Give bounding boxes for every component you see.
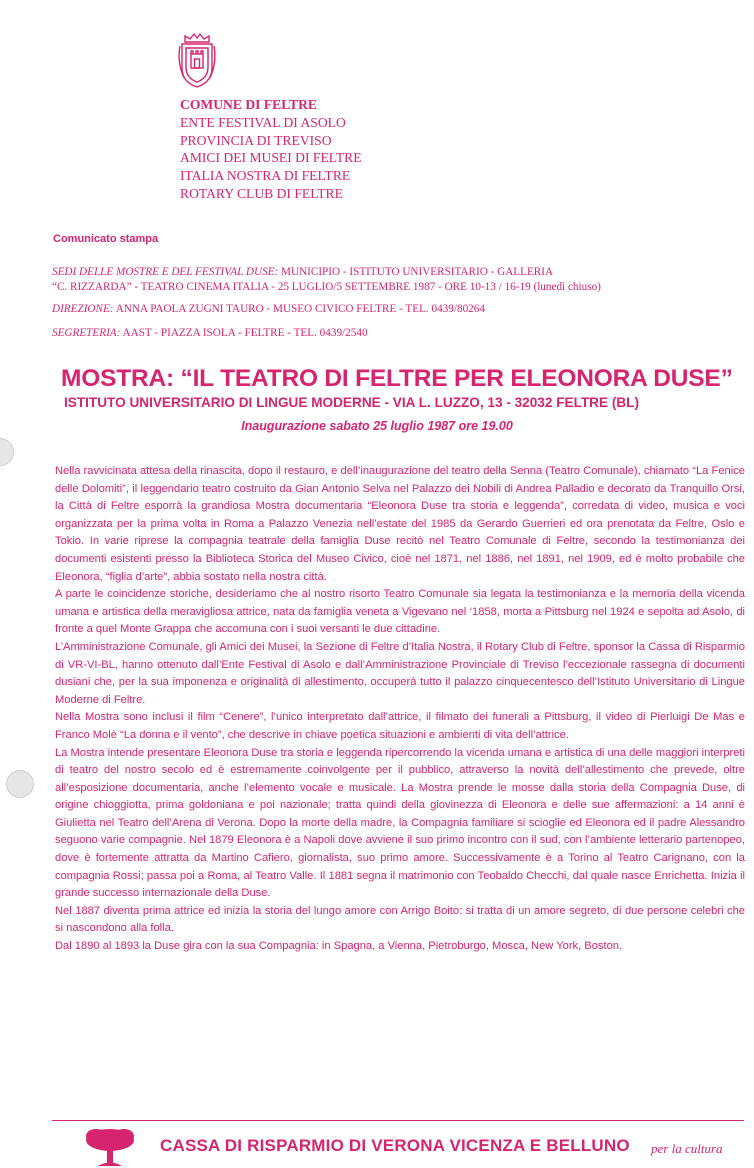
org-rotary: ROTARY CLUB DI FELTRE — [180, 185, 343, 201]
coat-of-arms-icon — [176, 32, 218, 90]
body-paragraph: La Mostra intende presentare Eleonora Duse tra storia e leggenda ripercorrendo la vicenda umana e artistica di una delle maggiori interpreti di teatro del nostro secolo ed è estremamente coinvolgente per il pubblico, attraverso la novità dell’allestimento che prevede, oltre all’esposizione documentaria, anche l’elemento vocale e musicale. La Mostra prende le mosse dalla storia della Compagnia Duse, di origine chioggiotta, prima goldoniana e poi nazionale; tratta quindi della giovinezza di Eleonora e delle sue affermazioni: a 14 anni è Giulietta nel Teatro dell’Arena di Verona. Dopo la morte della madre, la Compagnia familiare si scioglie ed Eleonora ed il padre Alessandro seguono varie compagnie. Nel 1879 Eleonora è a Napoli dove avviene il suo primo incontro con il sud, con l’ambiente letterario partenopeo, dove è fortemente attratta da Martino Cafiero, giornalista, suo primo amore. Successivamente è a Torino al Teatro Carignano, con la compagnia Rossi; passa poi a Roma, al Teatro Valle. Il 1881 segna il matrimonio con Teobaldo Checchi, dal quale nasce Enrichetta. Inizia il grande successo internazionale della Duse. — [55, 746, 745, 900]
organizations-list — [180, 96, 362, 203]
footer-divider — [52, 1120, 744, 1121]
body-paragraph: Nella ravvicinata attesa della rinascita, dopo il restauro, e dell’inaugurazione del teatro della Senna (Teatro Comunale), chiamato “La Fenice delle Dolomiti”, il leggendario teatro costruito da Gian Antonio Selva nel Palazzo dei Nobili di Andrea Palladio e decorato da Tranquillo Orsi, la Città di Feltre esporrà la grandiosa Mostra documentaria “Eleonora Duse tra storia e leggenda”, corredata di video, musica e voci organizzata per la prima volta in Roma a Palazzo Venezia nell’estate del 1985 da Gerardo Guerrieri ed ora prenotata da Feltre, Oslo e Tokio. In varie riprese la compagnia teatrale della famiglia Duse recitò nel Teatro Comunale di Feltre, secondo la testimonianza dei documenti esistenti presso la Biblioteca Storica del Museo Civico, cioè nel 1871, nel 1886, nel 1891, nel 1909, ed è molto probabile che Eleonora, “figlia d’arte”, abbia sostato nella nostra città. — [55, 465, 745, 583]
body-paragraph: Dal 1890 al 1893 la Duse gira con la sua Compagnia: in Spagna, a Vienna, Pietroburgo, Mosca, New York, Boston. — [55, 940, 623, 953]
org-festival: ENTE FESTIVAL DI ASOLO — [180, 114, 346, 130]
org-provincia: PROVINCIA DI TREVISO — [180, 132, 332, 148]
exhibition-headline: MOSTRA: “IL TEATRO DI FELTRE PER ELEONORA DUSE” — [61, 365, 733, 392]
sedi-label: SEDI DELLE MOSTRE E DEL FESTIVAL DUSE: — [52, 266, 279, 278]
direzione-label: DIREZIONE: — [52, 303, 114, 315]
direzione-text: ANNA PAOLA ZUGNI TAURO - MUSEO CIVICO FELTRE - TEL. 0439/80264 — [115, 303, 485, 315]
segreteria-text: AAST - PIAZZA ISOLA - FELTRE - TEL. 0439/2540 — [122, 327, 368, 339]
sedi-line-2: “C. RIZZARDA” - TEATRO CINEMA ITALIA - 25 LUGLIO/5 SETTEMBRE 1987 - ORE 10-13 / 16-19 (lunedì chiuso) — [52, 281, 601, 293]
punch-hole — [0, 438, 14, 466]
org-amici-musei: AMICI DEI MUSEI DI FELTRE — [180, 150, 362, 166]
footer-tagline: per la cultura — [651, 1141, 723, 1156]
bank-name: CASSA DI RISPARMIO DI VERONA VICENZA E BELLUNO — [160, 1136, 630, 1155]
inauguration-date: Inaugurazione sabato 25 luglio 1987 ore 19.00 — [241, 419, 513, 433]
punch-hole — [6, 770, 34, 798]
exhibition-address: ISTITUTO UNIVERSITARIO DI LINGUE MODERNE - VIA L. LUZZO, 13 - 32032 FELTRE (BL) — [64, 395, 640, 410]
sedi-text-1: MUNICIPIO - ISTITUTO UNIVERSITARIO - GALLERIA — [281, 266, 554, 278]
segreteria-line — [52, 327, 368, 339]
body-paragraph: Nel 1887 diventa prima attrice ed inizia la storia del lungo amore con Arrigo Boito: si tratta di un amore segreto, di due persone celebri che si nascondono alla folla. — [55, 904, 745, 935]
sedi-line-1 — [52, 266, 553, 278]
body-paragraph: Nella Mostra sono inclusi il film “Cenere”, l’unico interpretato dall’attrice, il filmato dei funerali a Pittsburg, il video di Pierluigi De Mas e Franco Molè “La donna e il vento”, che descrive in chiave poetica situazioni e ambienti di vita dell’attrice. — [55, 711, 745, 741]
segreteria-label: SEGRETERIA: — [52, 327, 121, 339]
body-paragraph: A parte le coincidenze storiche, desideriamo che al nostro risorto Teatro Comunale sia legata la testimonianza e la memoria della vicenda umana e artistica della meravigliosa attrice, nata da famiglia veneta a Vigevano nel ‘1858, morta a Pittsburg nel 1924 e sepolta ad Asolo, di fronte a quel Monte Grappa che accomuna con i suoi versanti le due cittadine. — [55, 588, 745, 636]
org-comune: COMUNE DI FELTRE — [180, 97, 317, 112]
direzione-line — [52, 303, 485, 315]
body-paragraph: L’Amministrazione Comunale, gli Amici dei Musei, la Sezione di Feltre d’Italia Nostra, il Rotary Club di Feltre, sponsor la Cassa di Risparmio di VR-VI-BL, hanno ottenuto dall’Ente Festival di Asolo e dall’Amministrazione Provinciale di Treviso l’eccezionale rassegna di documenti dusiani che, per la sua imponenza e originalità di allestimento, occuperà tutto il palazzo cinquecentesco dell’Istituto Universitario di Lingue Moderne di Feltre. — [55, 640, 745, 706]
org-italia-nostra: ITALIA NOSTRA DI FELTRE — [180, 168, 351, 184]
tree-logo-icon — [82, 1126, 138, 1168]
press-release-label: Comunicato stampa — [53, 233, 159, 245]
body-text — [55, 463, 745, 956]
